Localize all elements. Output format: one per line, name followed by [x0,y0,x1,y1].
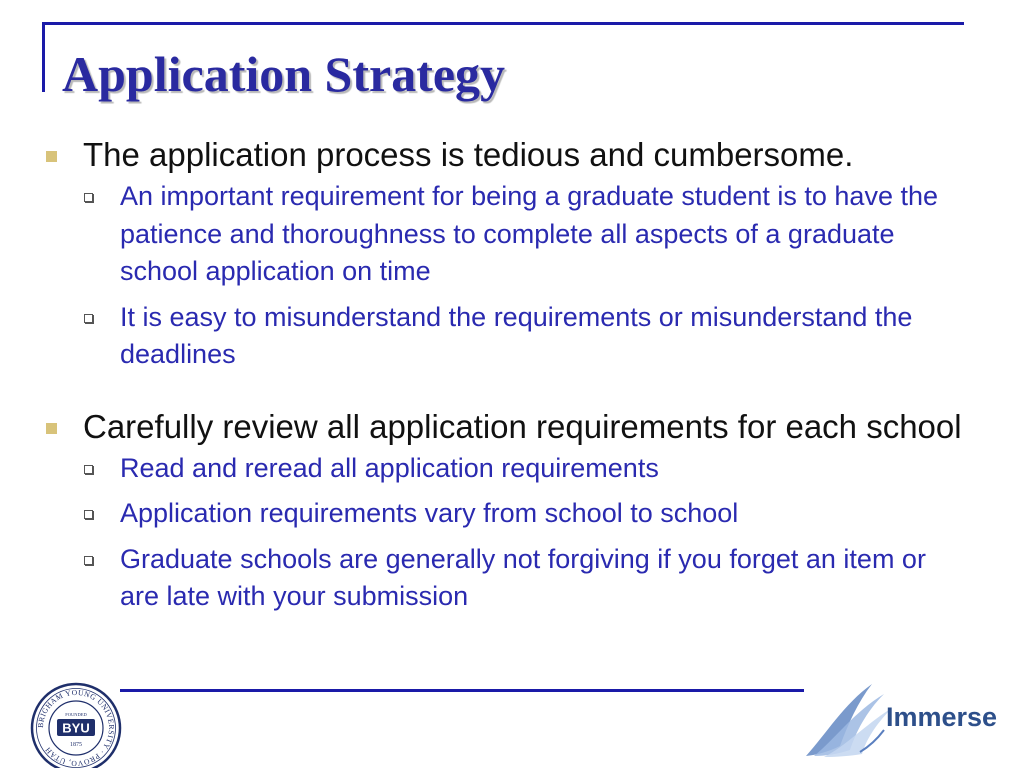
seal-year: 1875 [70,742,82,748]
bullet-level2 [0,495,1024,533]
bullet-level1 [0,134,1024,176]
hollow-square-bullet-icon [84,465,93,474]
seal-center-text: BYU [62,720,90,736]
bullet-level2 [0,299,1024,374]
byu-seal-logo [30,682,122,768]
slide-content [0,134,1024,616]
bullet-level1-text: The application process is tedious and cumbersome. [83,136,854,173]
hollow-square-bullet-icon [84,193,93,202]
sub-bullet-list [0,450,1024,616]
bullet-level2-text: An important requirement for being a graduate student is to have the patience and thoroughness to complete all aspects of a graduate school application on time [120,181,939,286]
side-rule [42,22,45,92]
bullet-level2-text: Read and reread all application requirements [120,452,659,483]
bullet-level2 [0,178,1024,291]
bullet-level2 [0,541,1024,616]
immerse-logo [800,676,1000,762]
square-bullet-icon [46,151,57,162]
hollow-square-bullet-icon [84,314,93,323]
square-bullet-icon [46,423,57,434]
bullet-level1-text: Carefully review all application requirements for each school [83,407,962,445]
immerse-logo-text: Immerse [886,702,998,732]
bullet-level2-text: It is easy to misunderstand the requirements or misunderstand the deadlines [120,301,913,369]
top-rule [42,22,964,25]
bullet-level2-text: Application requirements vary from school to school [120,498,739,528]
sub-bullet-list [0,178,1024,374]
hollow-square-bullet-icon [84,556,93,565]
bullet-level2-text: Graduate schools are generally not forgiving if you forget an item or are late with your submission [120,543,926,611]
bullet-level1 [0,406,1024,448]
bottom-rule [120,689,804,692]
byu-seal-icon [30,682,122,768]
slide-title: Application Strategy [62,46,506,102]
seal-founded-label: FOUNDED [65,712,87,717]
bullet-level2 [0,450,1024,488]
hollow-square-bullet-icon [84,510,93,519]
seal-ring-text: BRIGHAM YOUNG UNIVERSITY · PROVO, UTAH [35,687,117,768]
spacer [0,374,1024,406]
